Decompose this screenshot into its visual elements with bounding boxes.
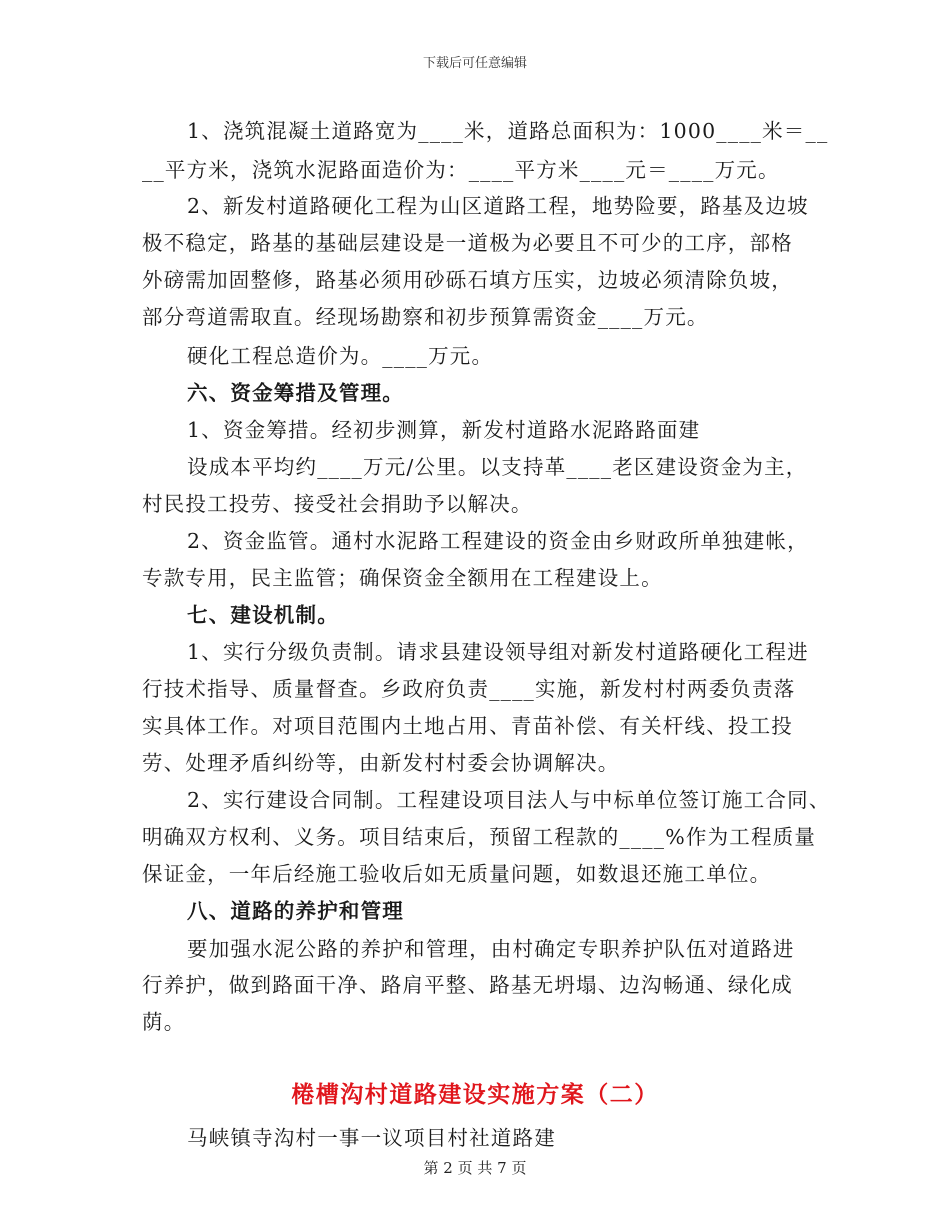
paragraph-line: 部分弯道需取直。经现场勘察和初步预算需资金____万元。 xyxy=(142,305,709,329)
document-title: 棬槽沟村道路建设实施方案（二） xyxy=(291,1081,659,1108)
paragraph-line: 实具体工作。对项目范围内土地占用、青苗补偿、有关杆线、投工投 xyxy=(142,714,793,738)
section-heading: 八、道路的养护和管理 xyxy=(187,899,404,923)
section-heading: 七、建设机制。 xyxy=(187,603,339,627)
paragraph-line: 马峡镇寺沟村一事一议项目村社道路建 xyxy=(187,1126,556,1150)
paragraph-line: 保证金，一年后经施工验收后如无质量问题，如数退还施工单位。 xyxy=(142,862,772,886)
paragraph-line: 设成本平均约____万元/公里。以支持革____老区建设资金为主， xyxy=(187,455,808,479)
paragraph-line: 1、浇筑混凝土道路宽为____米，道路总面积为：1000____米＝__ xyxy=(187,119,829,143)
paragraph-line: 行养护，做到路面干净、路肩平整、路基无坍塌、边沟畅通、绿化成 xyxy=(142,973,793,997)
paragraph-line: 2、实行建设合同制。工程建设项目法人与中标单位签订施工合同、 xyxy=(187,788,831,812)
paragraph-line: 荫。 xyxy=(142,1010,186,1034)
page-footer: 第 2 页 共 7 页 xyxy=(423,1159,527,1177)
page-header: 下载后可任意编辑 xyxy=(422,56,527,71)
paragraph-line: 极不稳定，路基的基础层建设是一道极为必要且不可少的工序，部格 xyxy=(142,231,793,255)
paragraph-line: 明确双方权利、义务。项目结束后，预留工程款的____%作为工程质量 xyxy=(142,825,817,849)
paragraph-line: 硬化工程总造价为。____万元。 xyxy=(187,344,494,368)
paragraph-line: 行技术指导、质量督查。乡政府负责____实施，新发村村两委负责落 xyxy=(142,677,796,701)
paragraph-line: 2、新发村道路硬化工程为山区道路工程，地势险要，路基及边坡 xyxy=(187,194,809,218)
paragraph-line: 村民投工投劳、接受社会捐助予以解决。 xyxy=(142,492,533,516)
paragraph-line: 劳、处理矛盾纠纷等，由新发村村委会协调解决。 xyxy=(142,751,620,775)
paragraph-line: 要加强水泥公路的养护和管理，由村确定专职养护队伍对道路进 xyxy=(187,937,795,961)
paragraph-line: 2、资金监管。通村水泥路工程建设的资金由乡财政所单独建帐， xyxy=(187,529,809,553)
paragraph-line: 外磅需加固整修，路基必须用砂砾石填方压实，边坡必须清除负坡， xyxy=(142,268,793,292)
paragraph-line: 专款专用，民主监管；确保资金全额用在工程建设上。 xyxy=(142,566,663,590)
paragraph-line: 1、实行分级负责制。请求县建设领导组对新发村道路硬化工程进 xyxy=(187,640,809,664)
section-heading: 六、资金筹措及管理。 xyxy=(187,381,404,405)
paragraph-line: 1、资金筹措。经初步测算，新发村道路水泥路路面建 xyxy=(187,418,701,442)
paragraph-line: __平方米，浇筑水泥路面造价为：____平方米____元＝____万元。 xyxy=(142,158,780,182)
